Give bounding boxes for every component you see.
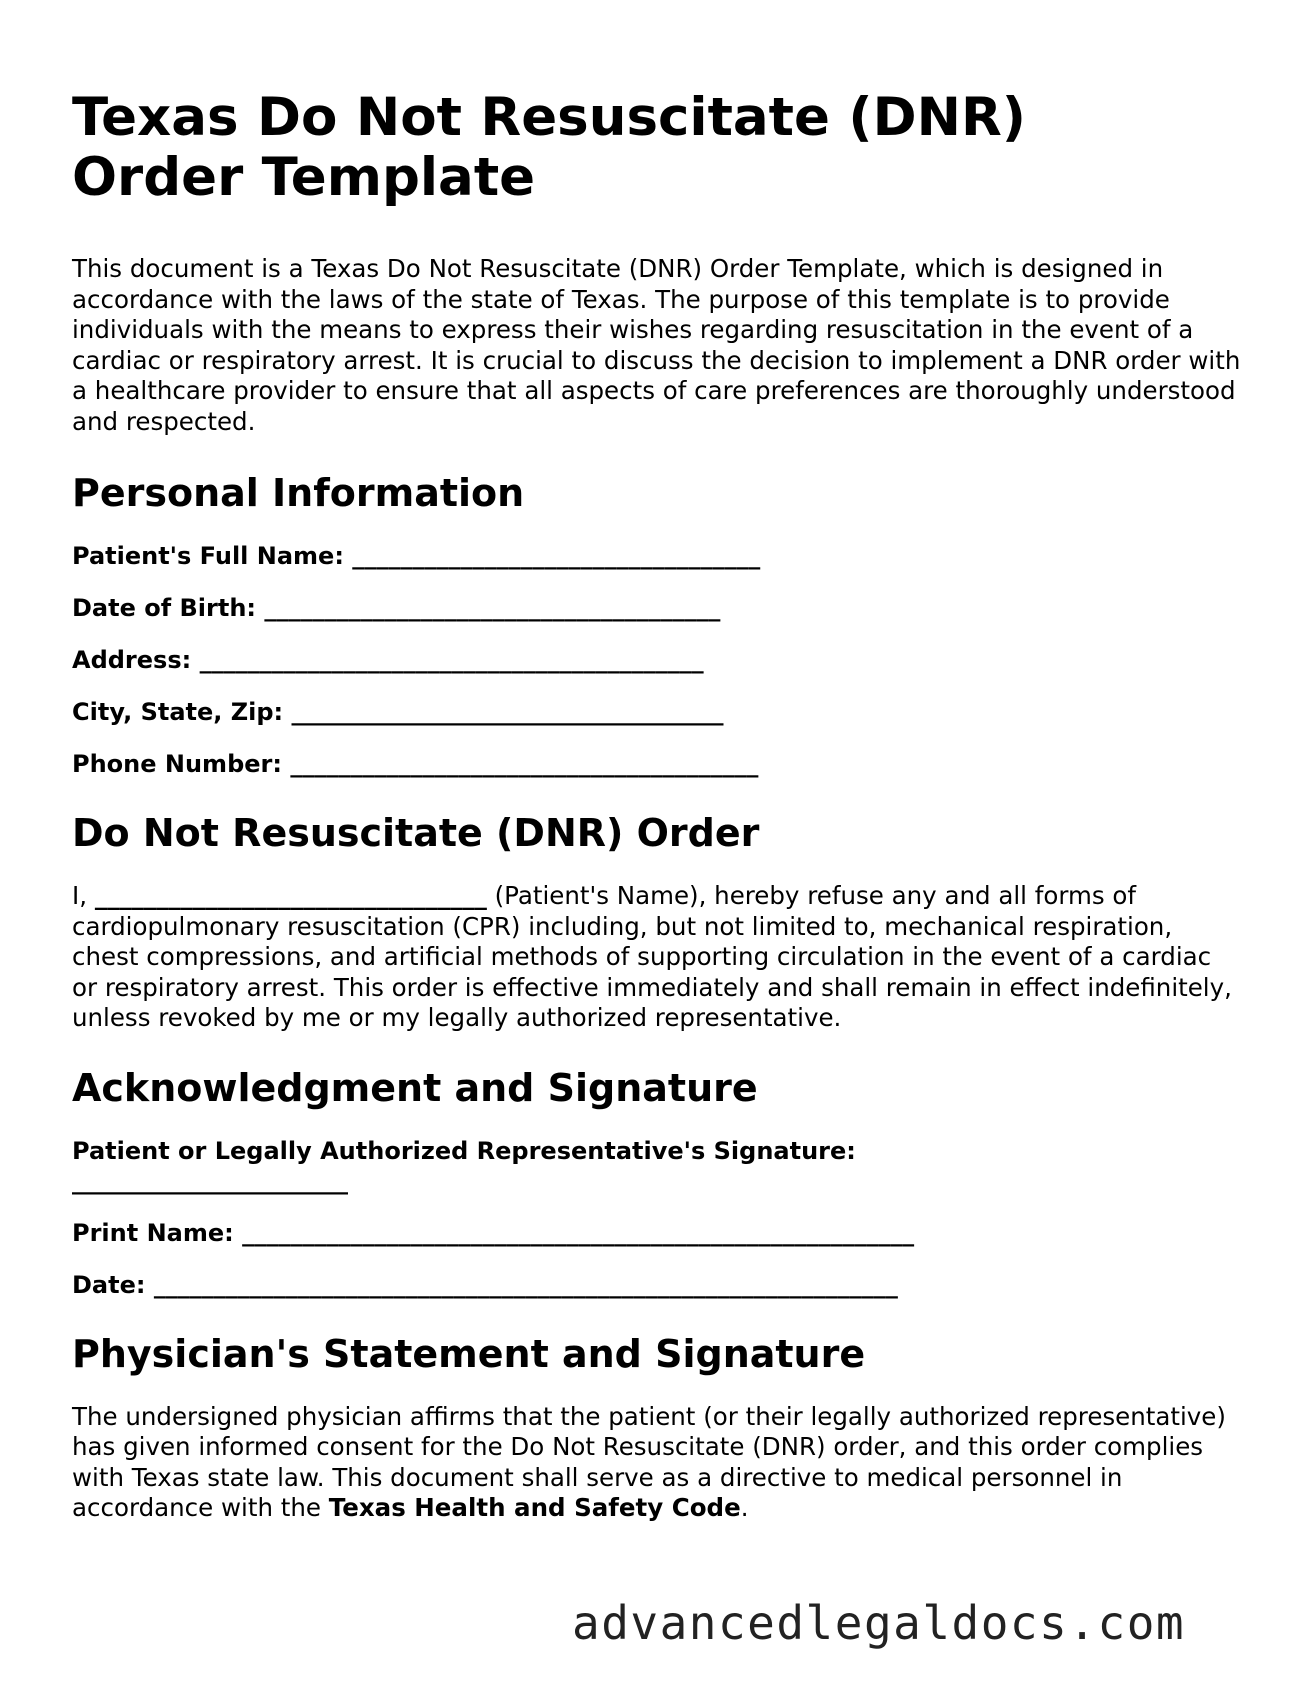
field-label: Patient's Full Name: xyxy=(72,542,344,570)
phone-number-field[interactable] xyxy=(72,749,1242,779)
field-label: Date of Birth: xyxy=(72,594,257,622)
field-blank[interactable]: ______________________________________________________________ xyxy=(153,1270,898,1299)
personal-information-heading: Personal Information xyxy=(72,471,525,515)
acknowledgment-fields xyxy=(72,1136,1242,1300)
dnr-prefix: I, xyxy=(72,881,88,910)
personal-fields xyxy=(72,541,1242,779)
patient-name-blank[interactable]: ________________________________ xyxy=(94,881,487,910)
address-field[interactable] xyxy=(72,645,1242,675)
statement-period: . xyxy=(740,1493,749,1522)
signature-blank[interactable]: _______________________ xyxy=(72,1166,348,1195)
date-of-birth-field[interactable] xyxy=(72,593,1242,623)
field-blank[interactable]: ______________________________________ xyxy=(264,594,721,622)
signature-field[interactable] xyxy=(72,1136,1242,1196)
field-label: Date: xyxy=(72,1270,146,1299)
field-blank[interactable]: ____________________________________ xyxy=(291,698,724,726)
field-label: City, State, Zip: xyxy=(72,698,284,726)
dnr-order-heading: Do Not Resuscitate (DNR) Order xyxy=(72,811,760,855)
field-blank[interactable]: __________________________________________ xyxy=(199,646,704,674)
physician-statement-heading: Physician's Statement and Signature xyxy=(72,1331,866,1376)
signature-label: Patient or Legally Authorized Representative's Signature: xyxy=(72,1136,856,1165)
health-safety-code-reference: Texas Health and Safety Code xyxy=(328,1493,741,1522)
document-title: Texas Do Not Resuscitate (DNR) Order Template xyxy=(72,87,1027,208)
patient-full-name-field[interactable] xyxy=(72,541,1242,571)
intro-paragraph: This document is a Texas Do Not Resuscitate (DNR) Order Template, which is designed in accordance with the laws of the state of Texas. The purpose of this template is to provide individuals with the means to express their wishes regarding resuscitation in the event of a cardiac or respiratory arrest. It is crucial to discuss the decision to implement a DNR order with a healthcare provider to ensure that all aspects of care preferences are thoroughly understood and respected. xyxy=(72,254,1241,436)
city-state-zip-field[interactable] xyxy=(72,697,1242,727)
dnr-order-paragraph xyxy=(72,881,1242,1034)
physician-statement-paragraph xyxy=(72,1402,1242,1524)
dnr-order-text: (Patient's Name), hereby refuse any and all forms of cardiopulmonary resuscitation (CPR) including, but not limited to, mechanical respiration, chest compressions, and artificial methods of supporting circulation in the event of a cardiac or respiratory arrest. This order is effective immediately and shall remain in effect indefinitely, unless revoked by me or my legally authorized representative. xyxy=(72,881,1232,1032)
physician-statement-text: The undersigned physician affirms that the patient (or their legally authorized representative) has given informed consent for the Do Not Resuscitate (DNR) order, and this order complies with Texas state law. This document shall serve as a directive to medical personnel in accordance with the xyxy=(72,1401,1226,1522)
field-label: Address: xyxy=(72,646,192,674)
acknowledgment-heading: Acknowledgment and Signature xyxy=(72,1065,758,1110)
field-blank[interactable]: __________________________________ xyxy=(352,542,761,570)
field-label: Phone Number: xyxy=(72,750,282,778)
field-blank[interactable]: ________________________________________________________ xyxy=(242,1218,915,1247)
field-blank[interactable]: _______________________________________ xyxy=(290,750,759,778)
date-field[interactable] xyxy=(72,1270,1242,1300)
watermark: advancedlegaldocs.com xyxy=(572,1596,1186,1650)
print-name-field[interactable] xyxy=(72,1218,1242,1248)
field-label: Print Name: xyxy=(72,1218,234,1247)
document-page xyxy=(72,88,1242,1524)
